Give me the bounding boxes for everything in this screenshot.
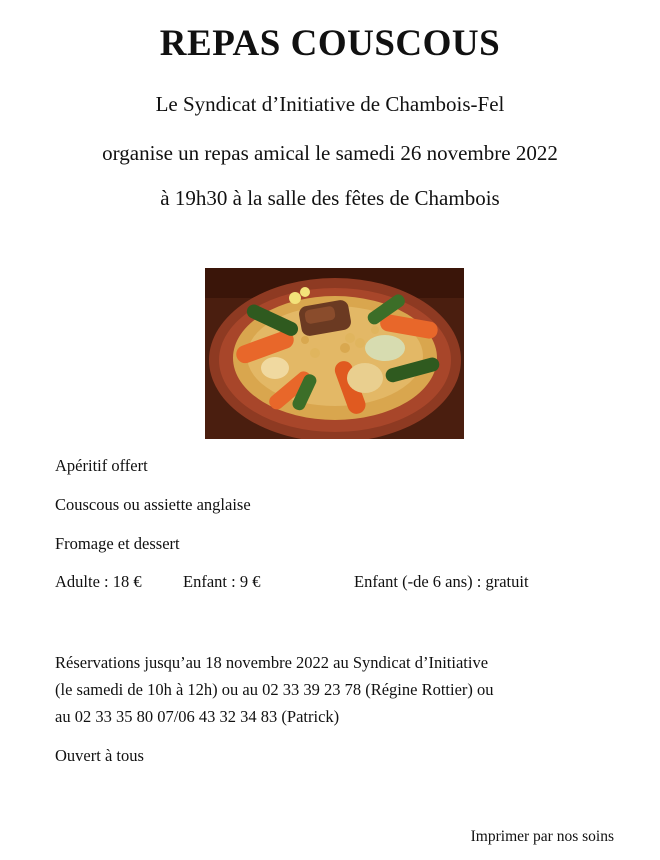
price-row xyxy=(55,572,615,594)
price-child: Enfant : 9 € xyxy=(183,572,261,591)
reservation-info xyxy=(55,649,625,730)
reservation-line: (le samedi de 10h à 12h) ou au 02 33 39 23 78 (Régine Rottier) ou xyxy=(55,680,494,699)
reservation-line: Réservations jusqu’au 18 novembre 2022 au Syndicat d’Initiative xyxy=(55,653,489,672)
menu-item-main: Couscous ou assiette anglaise xyxy=(55,495,251,514)
print-note: Imprimer par nos soins xyxy=(470,828,614,845)
couscous-illustration xyxy=(205,268,464,439)
reservation-line: au 02 33 35 80 07/06 43 32 34 83 (Patrick) xyxy=(55,707,340,726)
intro-venue: à 19h30 à la salle des fêtes de Chambois xyxy=(160,186,500,210)
price-baby: Enfant (-de 6 ans) : gratuit xyxy=(354,572,529,591)
open-to-all: Ouvert à tous xyxy=(55,746,144,765)
menu-item-dessert: Fromage et dessert xyxy=(55,534,180,553)
couscous-dish-photo xyxy=(205,268,464,439)
intro-organizer: Le Syndicat d’Initiative de Chambois-Fel xyxy=(155,92,505,116)
menu-item-aperitif: Apéritif offert xyxy=(55,456,148,475)
intro-date: organise un repas amical le samedi 26 novembre 2022 xyxy=(102,141,558,165)
page-title: REPAS COUSCOUS xyxy=(159,23,501,64)
price-adult: Adulte : 18 € xyxy=(55,572,142,591)
